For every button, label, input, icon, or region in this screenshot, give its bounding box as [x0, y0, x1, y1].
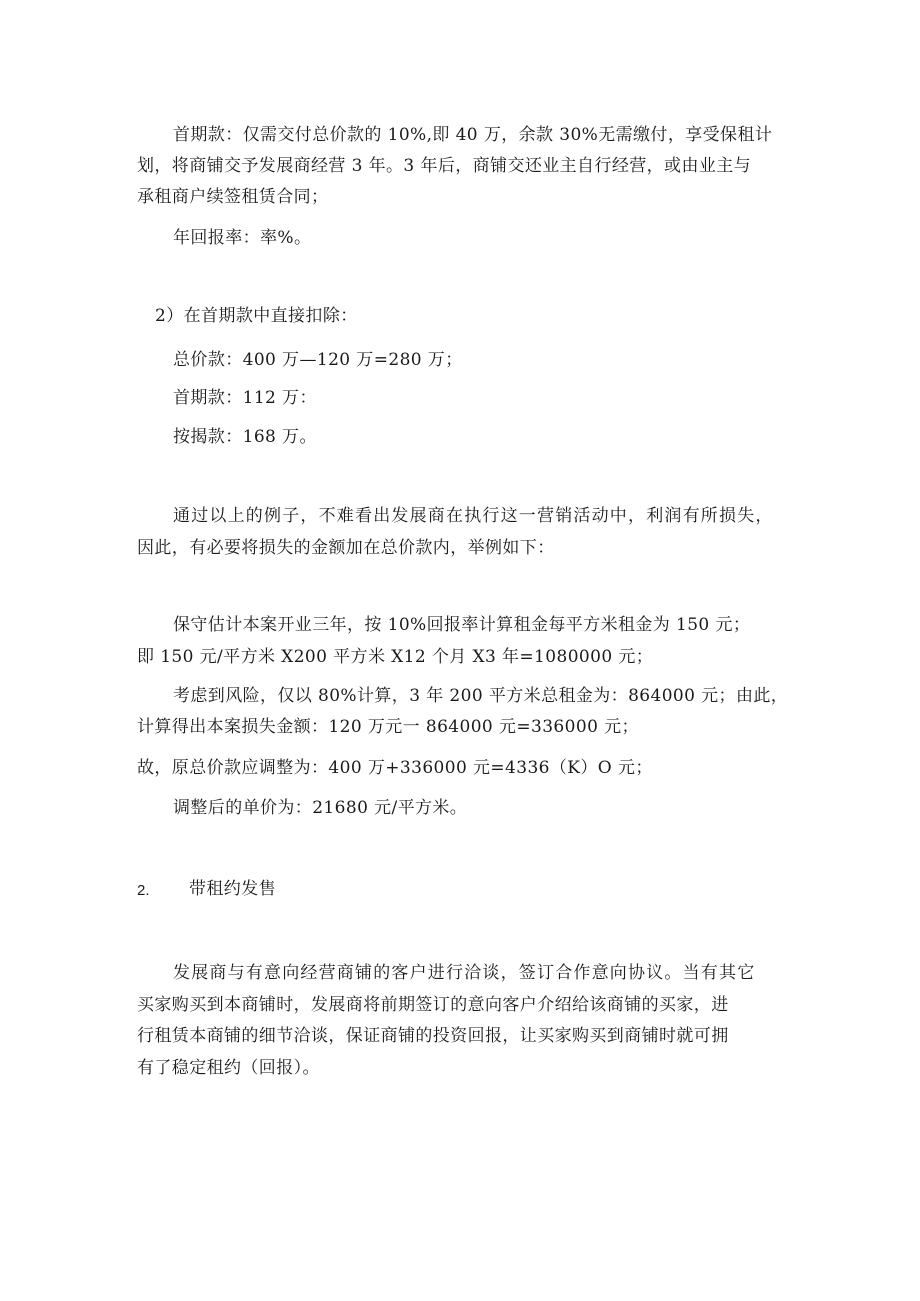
paragraph-loss-line-1: 通过以上的例子，不难看出发展商在执行这一营销活动中，利润有所损失， [173, 506, 774, 526]
paragraph-estimate-line-2: 即 150 元/平方米 X200 平方米 X12 个月 X3 年=1080000 元； [137, 647, 654, 667]
paragraph-risk-line-1: 考虑到风险，仅以 80%计算，3 年 200 平方米总租金为：864000 元；由此， [173, 686, 789, 706]
mortgage-line: 按揭款：168 万。 [173, 427, 317, 447]
paragraph-down-payment-line-2: 划，将商铺交予发展商经营 3 年。3 年后，商铺交还业主自行经营，或由业主与 [137, 156, 752, 176]
total-price-line: 总价款：400 万—120 万=280 万； [173, 350, 463, 370]
section-number: 2. [137, 882, 150, 899]
adjusted-total-price-line: 故，原总价款应调整为：400 万+336000 元=4336（K）O 元； [137, 758, 653, 778]
adjusted-unit-price-line: 调整后的单价为：21680 元/平方米。 [173, 798, 468, 818]
paragraph-down-payment-line-3: 承租商户续签租赁合同； [137, 187, 329, 207]
paragraph-risk-line-2: 计算得出本案损失金额：120 万元一 864000 元=336000 元； [137, 717, 639, 737]
paragraph-estimate-line-1: 保守估计本案开业三年，按 10%回报率计算租金每平方米租金为 150 元； [173, 615, 751, 635]
paragraph-down-payment-line-1: 首期款：仅需交付总价款的 10%,即 40 万，余款 30%无需缴付，享受保租计 [173, 125, 773, 145]
annual-return-rate: 年回报率：率%。 [173, 228, 312, 248]
section-title: 带租约发售 [189, 879, 276, 899]
down-payment-line: 首期款：112 万： [173, 388, 317, 408]
paragraph-lease-line-2: 买家购买到本商铺时，发展商将前期签订的意向客户介绍给该商铺的买家，进 [137, 995, 729, 1015]
paragraph-lease-line-4: 有了稳定租约（回报）。 [137, 1058, 320, 1078]
paragraph-lease-line-3: 行租赁本商铺的细节洽谈，保证商铺的投资回报，让买家购买到商铺时就可拥 [137, 1026, 729, 1046]
paragraph-loss-line-2: 因此，有必要将损失的金额加在总价款内，举例如下： [137, 538, 555, 558]
paragraph-lease-line-1: 发展商与有意向经营商铺的客户进行洽谈，签订合作意向协议。当有其它 [173, 963, 756, 983]
subheading-deduct-from-down-payment: 2）在首期款中直接扣除： [155, 306, 358, 326]
